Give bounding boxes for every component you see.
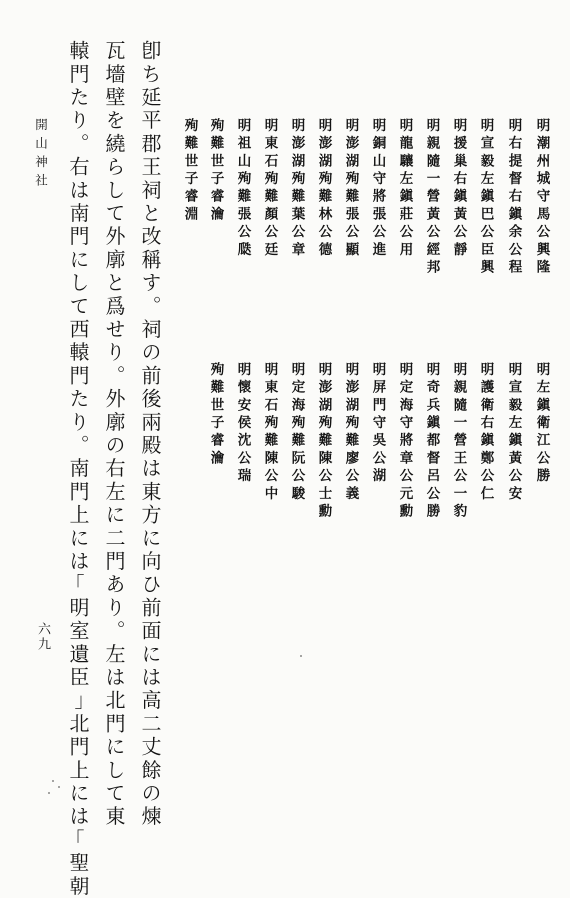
scan-speck xyxy=(52,780,54,782)
scan-speck xyxy=(58,786,60,788)
body-text-line-3: 轅門たり。右は南門にして西轅門たり。南門上には｢明室遺臣｣北門上には｢聖朝 xyxy=(66,40,90,898)
tablet-name-lower-12: 明懷安侯沈公瑞 xyxy=(234,362,251,486)
tablet-name-upper-8: 明澎湖殉難張公顯 xyxy=(342,118,359,260)
tablet-name-upper-6: 明龍驤左鎭莊公用 xyxy=(396,118,413,260)
tablet-name-upper-11: 明東石殉難顏公廷 xyxy=(261,118,278,260)
tablet-name-lower-4: 明親隨一營王公一豹 xyxy=(450,362,467,522)
tablet-name-lower-7: 明屏門守吳公湖 xyxy=(369,362,386,486)
tablet-name-lower-3: 明護衛右鎭鄭公仁 xyxy=(477,362,494,504)
running-header: 開山神社 xyxy=(33,118,49,192)
tablet-name-lower-2: 明宣毅左鎭黃公安 xyxy=(505,362,522,504)
tablet-name-upper-4: 明援巢右鎭黃公靜 xyxy=(450,118,467,260)
tablet-name-upper-7: 明銅山守將張公進 xyxy=(369,118,386,260)
tablet-name-lower-9: 明澎湖殉難陳公士勳 xyxy=(315,362,332,522)
tablet-name-upper-5: 明親隨一營黃公經邦 xyxy=(423,118,440,278)
tablet-name-lower-1: 明左鎭衛江公勝 xyxy=(533,362,550,486)
tablet-name-lower-8: 明澎湖殉難廖公義 xyxy=(342,362,359,504)
tablet-name-lower-13: 殉難世子睿瀹 xyxy=(207,362,224,469)
scan-speck xyxy=(300,655,302,657)
tablet-name-upper-13: 殉難世子睿瀹 xyxy=(207,118,224,225)
scan-speck xyxy=(48,792,50,794)
tablet-name-upper-12: 明祖山殉難張公瓞 xyxy=(234,118,251,260)
tablet-name-upper-2: 明右提督右鎭余公程 xyxy=(505,118,522,278)
tablet-name-lower-6: 明定海守將章公元勳 xyxy=(396,362,413,522)
tablet-name-upper-14: 殉難世子睿淵 xyxy=(181,118,198,225)
tablet-name-upper-1: 明潮州城守馬公興隆 xyxy=(533,118,550,278)
tablet-name-lower-10: 明定海殉難阮公駿 xyxy=(288,362,305,504)
tablet-name-upper-3: 明宣毅左鎭巴公臣興 xyxy=(477,118,494,278)
tablet-name-upper-10: 明澎湖殉難葉公章 xyxy=(288,118,305,260)
body-text-line-1: 卽ち延平郡王祠と改稱す。祠の前後兩殿は東方に向ひ前面には高二丈餘の煉 xyxy=(138,40,162,829)
tablet-name-lower-5: 明奇兵鎭都督呂公勝 xyxy=(423,362,440,522)
page-number: 六九 xyxy=(35,622,50,652)
tablet-name-upper-9: 明澎湖殉難林公德 xyxy=(315,118,332,260)
tablet-name-lower-11: 明東石殉難陳公中 xyxy=(261,362,278,504)
body-text-line-2: 瓦墻壁を繞らして外廓と爲せり。外廓の右左に二門あり。左は北門にして東 xyxy=(102,40,126,829)
